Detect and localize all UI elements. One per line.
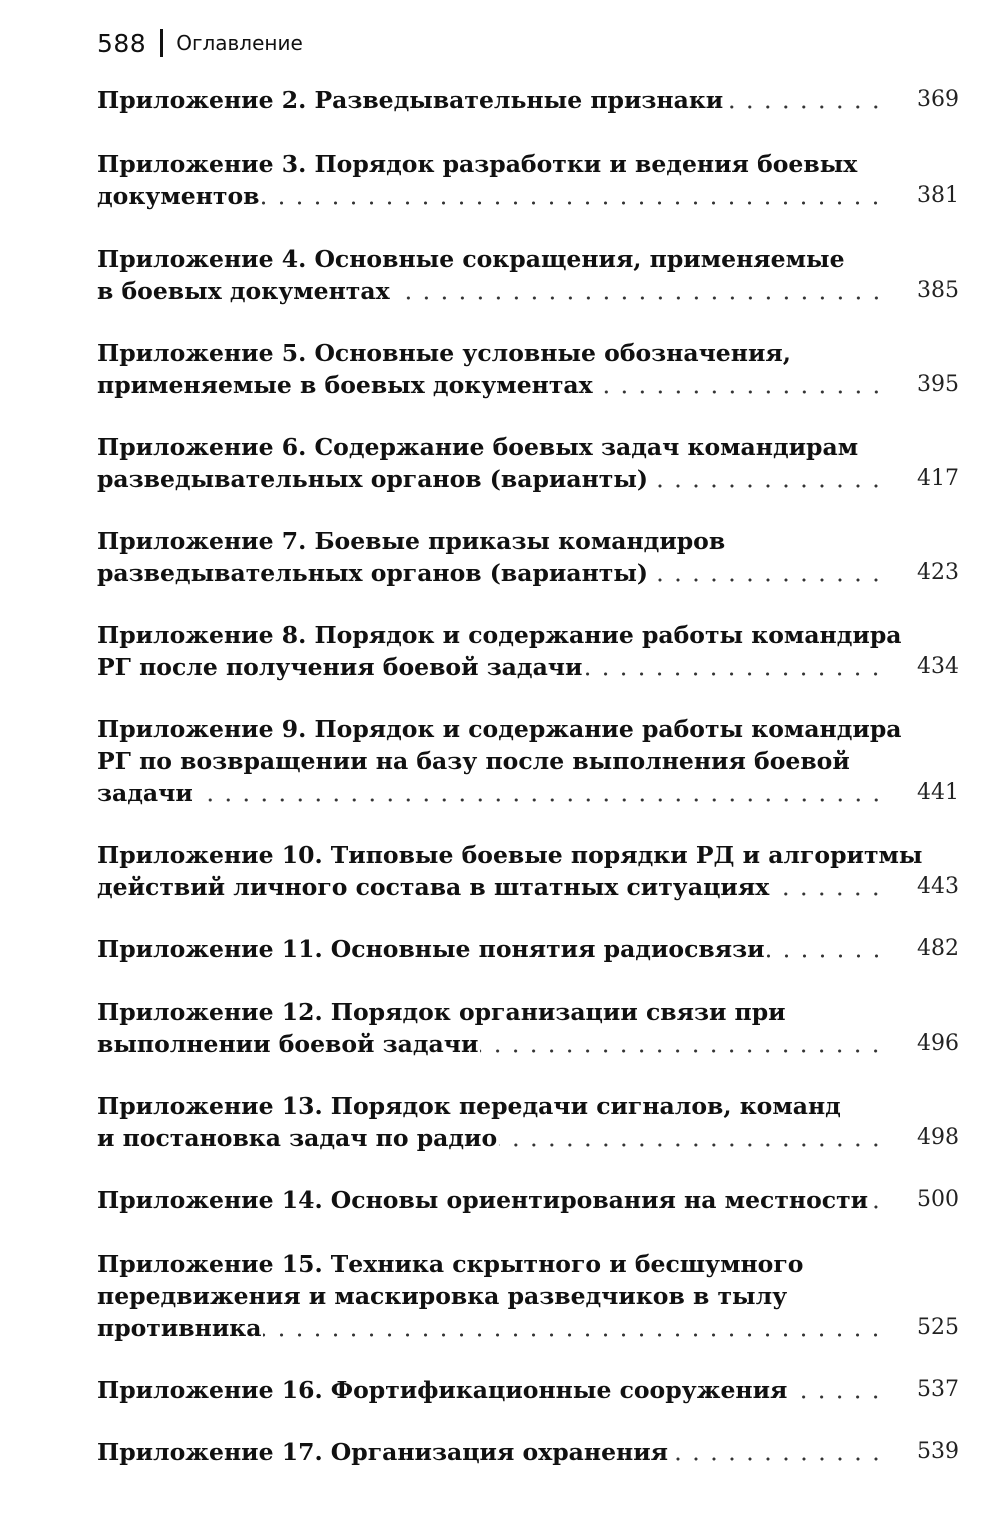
entry-title-line: РГ по возвращении на базу после выполнения боевой bbox=[97, 747, 850, 775]
entry-title-line: Приложение 8. Порядок и содержание работы командира bbox=[97, 621, 902, 649]
entry-title-line: документов bbox=[97, 182, 260, 210]
toc-entry[interactable] bbox=[97, 84, 959, 116]
entry-title-line: в боевых документах bbox=[97, 277, 390, 305]
entry-last-line bbox=[97, 777, 895, 809]
dot-leader bbox=[725, 105, 885, 109]
entry-last-line bbox=[97, 651, 895, 683]
entry-last-line bbox=[97, 1436, 895, 1468]
entry-title-line: действий личного состава в штатных ситуациях bbox=[97, 873, 770, 901]
entry-page-number: 498 bbox=[917, 1125, 959, 1150]
dot-leader bbox=[789, 1395, 885, 1399]
toc-entry[interactable] bbox=[97, 839, 959, 903]
dot-leader bbox=[480, 1049, 885, 1053]
entry-last-line bbox=[97, 871, 895, 903]
dot-leader bbox=[771, 892, 885, 896]
entry-page-number: 500 bbox=[917, 1187, 959, 1212]
toc-entry[interactable] bbox=[97, 996, 959, 1060]
toc-entry[interactable] bbox=[97, 1248, 959, 1344]
entry-last-line bbox=[97, 1028, 895, 1060]
entry-title-line: применяемые в боевых документах bbox=[97, 371, 593, 399]
entry-title-line: РГ после получения боевой задачи bbox=[97, 653, 583, 681]
entry-page-number: 434 bbox=[917, 654, 959, 679]
entry-page-number: 395 bbox=[917, 372, 959, 397]
dot-leader bbox=[767, 954, 885, 958]
entry-title-line: разведывательных органов (варианты) bbox=[97, 559, 649, 587]
entry-page-number: 482 bbox=[917, 936, 959, 961]
toc-entry[interactable] bbox=[97, 525, 959, 589]
running-head bbox=[97, 26, 303, 60]
dot-leader bbox=[650, 578, 885, 582]
entry-last-line bbox=[97, 369, 895, 401]
header-separator bbox=[160, 29, 163, 57]
dot-leader bbox=[650, 484, 885, 488]
toc-entry[interactable] bbox=[97, 1184, 959, 1216]
entry-title-line: Приложение 15. Техника скрытного и бесшумного bbox=[97, 1250, 804, 1278]
entry-last-line bbox=[97, 1374, 895, 1406]
entry-page-number: 443 bbox=[917, 874, 959, 899]
entry-title-line: Приложение 11. Основные понятия радиосвязи bbox=[97, 935, 765, 963]
toc-entry[interactable] bbox=[97, 431, 959, 495]
toc-entry[interactable] bbox=[97, 933, 959, 965]
entry-title-line: Приложение 14. Основы ориентирования на местности bbox=[97, 1186, 869, 1214]
entry-page-number: 496 bbox=[917, 1031, 959, 1056]
dot-leader bbox=[195, 798, 885, 802]
entry-title-line: выполнении боевой задачи bbox=[97, 1030, 479, 1058]
entry-title-line: противника bbox=[97, 1314, 262, 1342]
entry-page-number: 385 bbox=[917, 278, 959, 303]
entry-page-number: 539 bbox=[917, 1439, 959, 1464]
dot-leader bbox=[499, 1143, 885, 1147]
page-number: 588 bbox=[97, 28, 147, 58]
entry-last-line bbox=[97, 463, 895, 495]
toc-entry[interactable] bbox=[97, 1090, 959, 1154]
entry-title-line: задачи bbox=[97, 779, 193, 807]
entry-title-line: Приложение 5. Основные условные обозначения, bbox=[97, 339, 791, 367]
entry-title-line: разведывательных органов (варианты) bbox=[97, 465, 649, 493]
entry-last-line bbox=[97, 180, 895, 212]
entry-title-line: Приложение 13. Порядок передачи сигналов, команд bbox=[97, 1092, 841, 1120]
dot-leader bbox=[263, 1333, 885, 1337]
entry-last-line bbox=[97, 933, 895, 965]
entry-page-number: 417 bbox=[917, 466, 959, 491]
entry-last-line bbox=[97, 1122, 895, 1154]
entry-page-number: 441 bbox=[917, 780, 959, 805]
toc-entry[interactable] bbox=[97, 148, 959, 212]
toc-entry[interactable] bbox=[97, 713, 959, 809]
entry-title-line: Приложение 3. Порядок разработки и ведения боевых bbox=[97, 150, 858, 178]
entry-title-line: Приложение 17. Организация охранения bbox=[97, 1438, 669, 1466]
entry-title-line: Приложение 4. Основные сокращения, применяемые bbox=[97, 245, 845, 273]
entry-page-number: 525 bbox=[917, 1315, 959, 1340]
entry-page-number: 381 bbox=[917, 183, 959, 208]
dot-leader bbox=[392, 296, 885, 300]
toc-entry[interactable] bbox=[97, 1436, 959, 1468]
entry-page-number: 537 bbox=[917, 1377, 959, 1402]
dot-leader bbox=[261, 201, 885, 205]
section-title: Оглавление bbox=[176, 31, 303, 55]
dot-leader bbox=[670, 1457, 885, 1461]
entry-title-line: Приложение 12. Порядок организации связи при bbox=[97, 998, 786, 1026]
entry-last-line bbox=[97, 84, 895, 116]
entry-last-line bbox=[97, 1184, 895, 1216]
entry-last-line bbox=[97, 275, 895, 307]
entry-title-line: Приложение 7. Боевые приказы командиров bbox=[97, 527, 726, 555]
toc-entry[interactable] bbox=[97, 1374, 959, 1406]
entry-title-line: и постановка задач по радио bbox=[97, 1124, 498, 1152]
entry-page-number: 423 bbox=[917, 560, 959, 585]
toc-entry[interactable] bbox=[97, 243, 959, 307]
entry-title-line: Приложение 16. Фортификационные сооружения bbox=[97, 1376, 788, 1404]
entry-title-line: передвижения и маскировка разведчиков в тылу bbox=[97, 1282, 788, 1310]
entry-last-line bbox=[97, 557, 895, 589]
toc-entry[interactable] bbox=[97, 337, 959, 401]
entry-title-line: Приложение 6. Содержание боевых задач командирам bbox=[97, 433, 859, 461]
entry-page-number: 369 bbox=[917, 87, 959, 112]
dot-leader bbox=[870, 1205, 885, 1209]
toc-entry[interactable] bbox=[97, 619, 959, 683]
entry-title-line: Приложение 10. Типовые боевые порядки РД и алгоритмы bbox=[97, 841, 923, 869]
entry-last-line bbox=[97, 1312, 895, 1344]
entry-title-line: Приложение 2. Разведывательные признаки bbox=[97, 86, 724, 114]
entry-title-line: Приложение 9. Порядок и содержание работы командира bbox=[97, 715, 902, 743]
dot-leader bbox=[595, 390, 885, 394]
dot-leader bbox=[584, 672, 885, 676]
